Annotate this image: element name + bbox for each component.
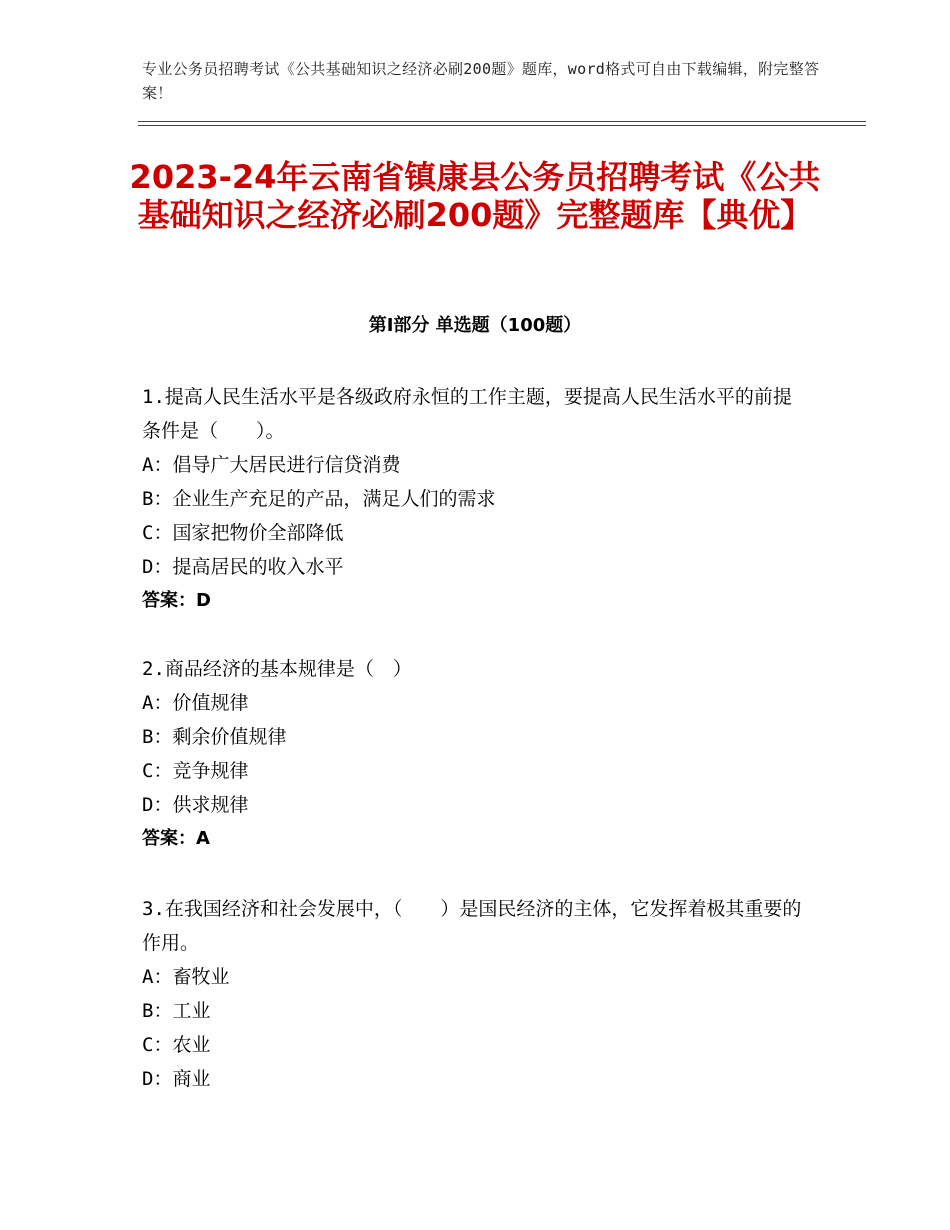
- document-title: 2023-24年云南省镇康县公务员招聘考试《公共基础知识之经济必刷200题》完整题库【典优】: [129, 158, 821, 234]
- option-c: C：农业: [142, 1034, 211, 1056]
- question-stem: 3.在我国经济和社会发展中，（ ）是国民经济的主体，它发挥着极其重要的作用。: [142, 898, 802, 954]
- option-d: D：供求规律: [142, 794, 249, 816]
- option-b: B：工业: [142, 1000, 211, 1022]
- option-a: A：畜牧业: [142, 966, 230, 988]
- option-a: A：倡导广大居民进行信贷消费: [142, 454, 401, 476]
- question-2: [142, 652, 802, 856]
- question-stem: 2.商品经济的基本规律是（ ）: [142, 658, 412, 680]
- answer-line: 答案：D: [142, 590, 211, 611]
- option-d: D：商业: [142, 1068, 211, 1090]
- option-a: A：价值规律: [142, 692, 249, 714]
- header-note: 专业公务员招聘考试《公共基础知识之经济必刷200题》题库，word格式可自由下载编辑，附完整答案！: [142, 60, 820, 102]
- question-stem: 1.提高人民生活水平是各级政府永恒的工作主题，要提高人民生活水平的前提条件是（ ）。: [142, 386, 792, 442]
- header-divider: [138, 121, 866, 126]
- question-3: [142, 892, 802, 1096]
- section-heading: 第Ⅰ部分 单选题（100题）: [368, 315, 582, 336]
- option-c: C：国家把物价全部降低: [142, 522, 344, 544]
- answer-line: 答案：A: [142, 828, 210, 849]
- option-d: D：提高居民的收入水平: [142, 556, 344, 578]
- option-b: B：剩余价值规律: [142, 726, 287, 748]
- option-b: B：企业生产充足的产品，满足人们的需求: [142, 488, 496, 510]
- option-c: C：竞争规律: [142, 760, 249, 782]
- question-1: [142, 380, 802, 618]
